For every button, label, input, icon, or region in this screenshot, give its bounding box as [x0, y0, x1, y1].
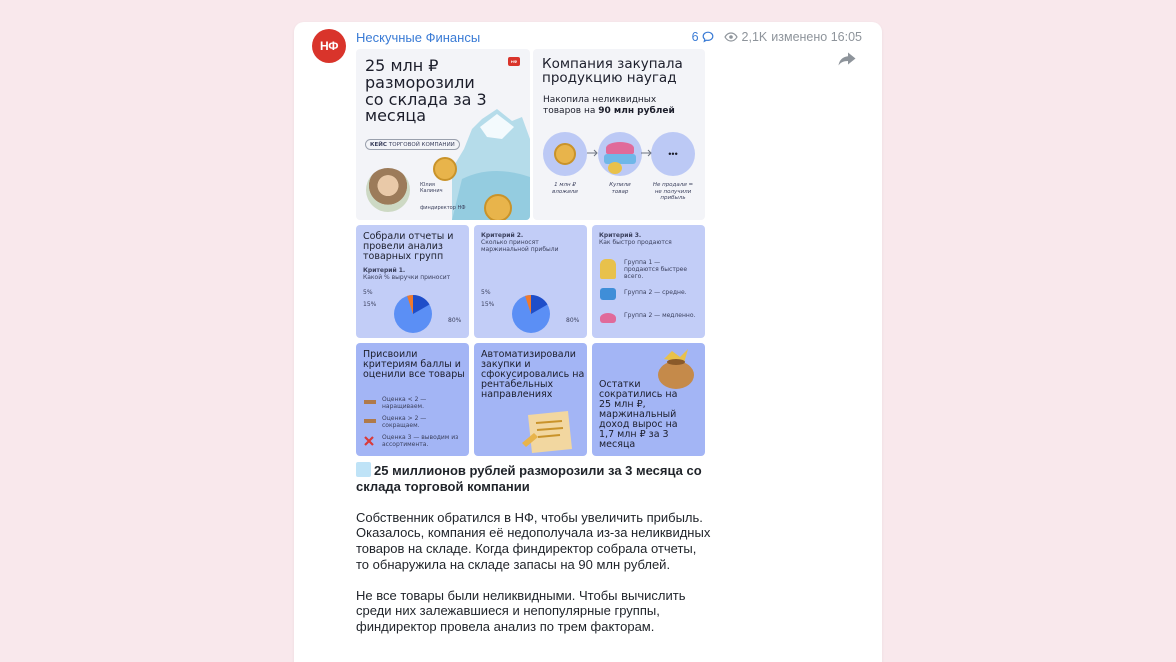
group-label: Группа 2 — медленно. [624, 312, 696, 319]
goods-circle [598, 132, 642, 176]
grow-icon [364, 398, 376, 407]
pie-label: 15% [363, 301, 377, 308]
channel-name-link[interactable]: Нескучные Финансы [356, 30, 481, 45]
image-tile-problem[interactable] [533, 49, 705, 220]
image-tile-scoring[interactable] [356, 343, 469, 456]
step-label: Не продали = не получили прибыль [652, 182, 694, 202]
score-rule: Оценка 3 — выводим из ассортимента. [382, 434, 459, 449]
comment-bubble-icon [702, 31, 714, 43]
edited-label: изменено 16:05 [771, 30, 862, 44]
case-badge: КЕЙС ТОРГОВОЙ КОМПАНИИ [365, 139, 460, 150]
post-paragraph: Не все товары были неликвидными. Чтобы вычислить среди них залежавшиеся и непопулярные группы, финдиректор провела анализ по трем факторам. [356, 587, 686, 634]
pie-label: 80% [448, 317, 462, 324]
tile-subtitle: Накопила неликвидных товаров на 90 млн рублей [543, 95, 675, 116]
person-photo [366, 168, 410, 212]
image-tile-intro[interactable] [356, 49, 530, 220]
pie-label: 5% [481, 289, 491, 296]
group-label: Группа 2 — средне. [624, 289, 687, 296]
pie-label: 80% [566, 317, 580, 324]
step-label: 1 млн ₽ вложили [552, 182, 578, 195]
coin-icon [484, 194, 512, 220]
arrow-connector [587, 149, 599, 157]
money-circle [543, 132, 587, 176]
step-label: Купили товар [609, 182, 631, 195]
image-tile-criterion-3[interactable] [592, 225, 705, 338]
criterion-label: Критерий 2. Сколько приносят маржинальной прибыли [481, 232, 559, 254]
group-2-icon [600, 288, 616, 300]
image-tile-automation[interactable] [474, 343, 587, 456]
reduce-icon [364, 417, 376, 426]
share-icon[interactable] [838, 52, 856, 66]
group-3-icon [600, 313, 616, 323]
remove-x-icon [364, 436, 374, 446]
tile-title: Остатки сократились на 25 млн ₽, маржинальный доход вырос на 1,7 млн ₽ за 3 месяца [599, 379, 678, 450]
comments-count: 6 [691, 30, 699, 44]
views-count: 2,1K [741, 30, 768, 44]
tile-title: Присвоили критериям баллы и оценили все товары [363, 349, 465, 380]
post-caption [356, 462, 711, 650]
tile-title: 25 млн ₽ разморозили со склада за 3 месяца [365, 56, 487, 126]
arrow-connector [641, 149, 653, 157]
image-tile-result[interactable] [592, 343, 705, 456]
pie-label: 5% [363, 289, 373, 296]
snowflake-emoji-icon [356, 462, 371, 477]
image-tile-criterion-2[interactable] [474, 225, 587, 338]
pie-chart [393, 294, 433, 334]
channel-avatar[interactable]: НФ [312, 29, 346, 63]
criterion-label: Критерий 1. Какой % выручки приносит [363, 267, 451, 282]
brand-logo: НФ [508, 57, 520, 66]
eye-icon [724, 32, 738, 42]
criterion-label: Критерий 3. Как быстро продаются [599, 232, 672, 247]
coin-icon [433, 157, 457, 181]
post-meta [692, 30, 862, 44]
pie-label: 15% [481, 301, 495, 308]
post-image-grid [356, 49, 705, 456]
unknown-circle: ••• [651, 132, 695, 176]
post-paragraph: Собственник обратился в НФ, чтобы увеличить прибыль. Оказалось, компания её недополучала из-за неликвидных товаров на складе. Когда финдиректор собрала отчеты, то обнаружила на складе запасы на 90 млн рублей. [356, 509, 711, 572]
tile-title: Компания закупала продукцию наугад [542, 56, 683, 87]
post-card [294, 22, 882, 662]
group-1-icon [600, 259, 616, 279]
person-role: финдиректор НФ [420, 205, 466, 211]
image-tile-criterion-1[interactable] [356, 225, 469, 338]
post-title: 25 миллионов рублей разморозили за 3 месяца со склада торговой компании [356, 463, 702, 494]
scroll-document-icon [520, 409, 576, 455]
tile-title: Автоматизировали закупки и сфокусировались на рентабельных направлениях [481, 349, 585, 400]
person-name: Юлия Калинич [420, 182, 443, 194]
pie-chart [511, 294, 551, 334]
coin-icon [554, 143, 576, 165]
tile-title: Собрали отчеты и провели анализ товарных групп [363, 231, 454, 262]
score-rule: Оценка < 2 — наращиваем. [382, 396, 427, 411]
score-rule: Оценка > 2 — сокращаем. [382, 415, 427, 430]
group-label: Группа 1 — продаются быстрее всего. [624, 259, 688, 281]
comments-button[interactable] [692, 30, 714, 44]
